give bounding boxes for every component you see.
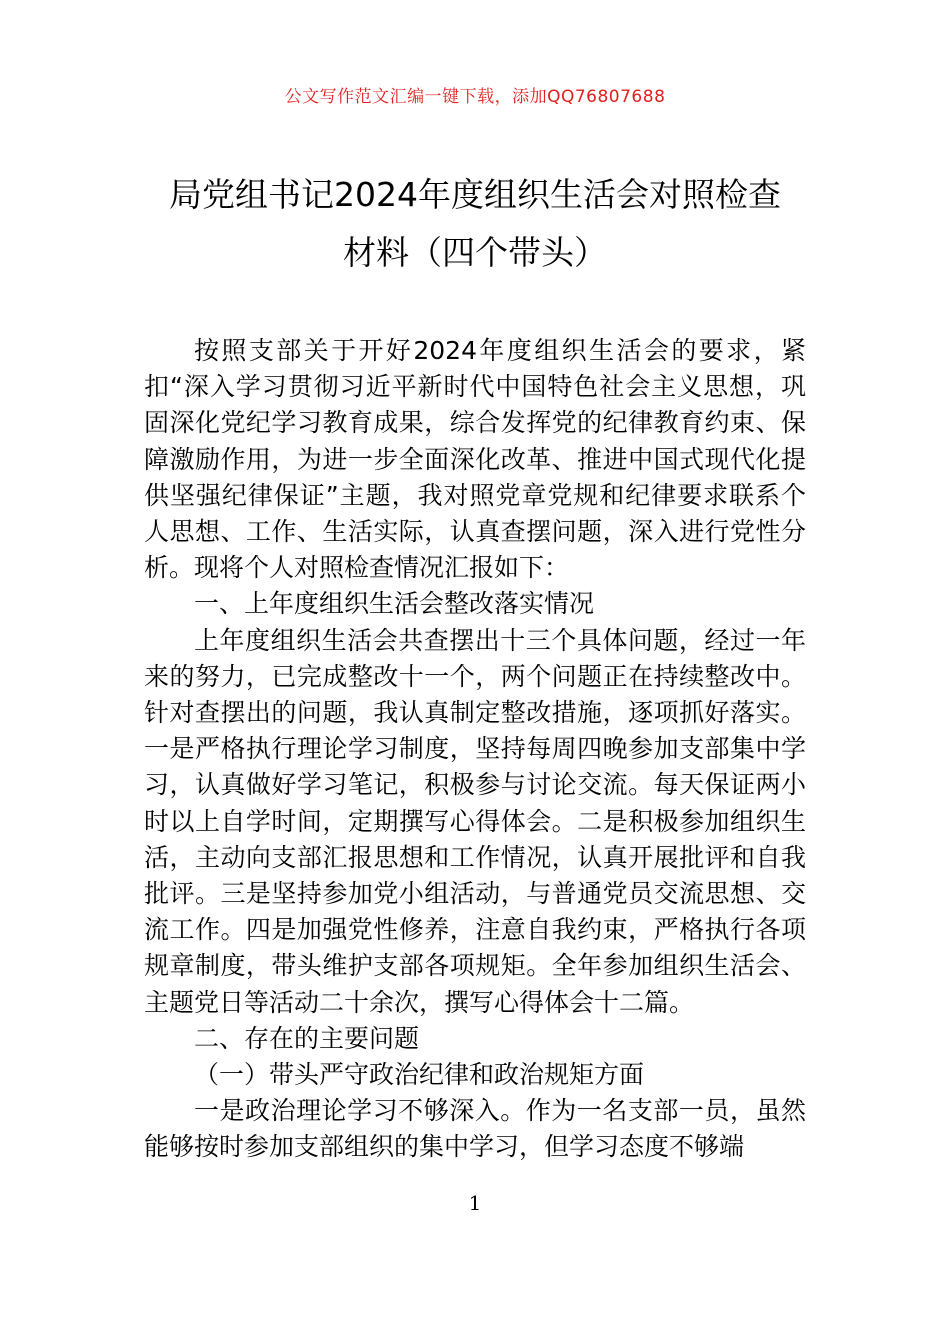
body-paragraph: 上年度组织生活会共查摆出十三个具体问题，经过一年来的努力，已完成整改十一个，两个问题正在持续整改中。针对查摆出的问题，我认真制定整改措施，逐项抓好落实。一是严格执行理论学习制度，坚持每周四晚参加支部集中学习，认真做好学习笔记，积极参与讨论交流。每天保证两小时以上自学时间，定期撰写心得体会。二是积极参加组织生活，主动向支部汇报思想和工作情况，认真开展批评和自我批评。三是坚持参加党小组活动，与普通党员交流思想、交流工作。四是加强党性修养，注意自我约束，严格执行各项规章制度，带头维护支部各项规矩。全年参加组织生活会、主题党日等活动二十余次，撰写心得体会十二篇。	[144, 625, 806, 1017]
download-banner: 公文写作范文汇编一键下载，添加QQ76807688	[284, 87, 666, 107]
title-line-2: 材料（四个带头）	[343, 233, 607, 272]
title-line-1: 局党组书记2024年度组织生活会对照检查	[169, 175, 781, 214]
document-title	[140, 166, 810, 282]
body-paragraph: 一是政治理论学习不够深入。作为一名支部一员，虽然能够按时参加支部组织的集中学习，但学习态度不够端	[144, 1096, 806, 1162]
document-body	[144, 333, 806, 1166]
subsection-heading: （一）带头严守政治纪律和政治规矩方面	[194, 1060, 645, 1090]
section-heading-2: 二、存在的主要问题	[194, 1023, 420, 1053]
intro-paragraph: 按照支部关于开好2024年度组织生活会的要求，紧扣“深入学习贯彻习近平新时代中国特色社会主义思想，巩固深化党纪学习教育成果，综合发挥党的纪律教育约束、保障激励作用，为进一步全面深化改革、推进中国式现代化提供坚强纪律保证”主题，我对照党章党规和纪律要求联系个人思想、工作、生活实际，认真查摆问题，深入进行党性分析。现将个人对照检查情况汇报如下：	[144, 336, 806, 583]
section-heading-1: 一、上年度组织生活会整改落实情况	[194, 589, 595, 619]
page-number: 1	[468, 1191, 482, 1215]
